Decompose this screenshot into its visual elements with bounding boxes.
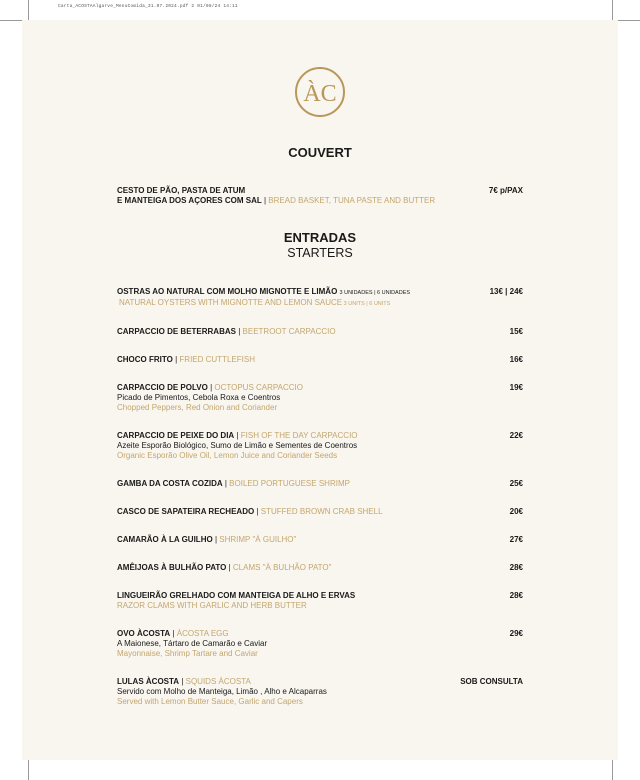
item-description: Servido com Molho de Manteiga, Limão , Alho e Alcaparras: [117, 687, 327, 696]
item-name: CARPACCIO DE BETERRABAS: [117, 327, 236, 336]
item-description-english: Served with Lemon Butter Sauce, Garlic and Capers: [117, 697, 303, 706]
acosta-logo: [294, 66, 346, 118]
item-english: RAZOR CLAMS WITH GARLIC AND HERB BUTTER: [117, 601, 307, 610]
starters-subtitle: STARTERS: [287, 246, 353, 260]
item-name: CARPACCIO DE POLVO: [117, 383, 208, 392]
separator: |: [210, 383, 213, 392]
print-header: Carta_ACOSTAAlgarve_MenuComida_31.07.2024.pdf 2 01/08/24 14:11: [58, 4, 238, 9]
item-description-english: Organic Esporão Olive Oil, Lemon Juice and Coriander Seeds: [117, 451, 338, 460]
item-name: E MANTEIGA DOS AÇORES COM SAL: [117, 196, 262, 205]
crop-mark: [612, 0, 613, 20]
item-english: ÀCOSTA EGG: [176, 629, 229, 638]
menu-item: [117, 535, 523, 545]
separator: |: [214, 535, 218, 544]
couvert-title: COUVERT: [288, 145, 352, 160]
item-english: BEETROOT CARPACCIO: [242, 327, 336, 336]
starters-title: [0, 230, 640, 260]
menu-item: [117, 677, 523, 707]
item-price: 28€: [509, 591, 523, 600]
item-description-english: Chopped Peppers, Red Onion and Coriander: [117, 403, 278, 412]
menu-item: [117, 431, 523, 461]
item-description: Azeite Esporão Biológico, Sumo de Limão e Sementes de Coentros: [117, 441, 358, 450]
item-price: SOB CONSULTA: [460, 677, 523, 686]
item-price: 7€ p/PAX: [488, 186, 523, 195]
svg-text:ÀC: ÀC: [303, 81, 337, 107]
item-english: BOILED PORTUGUESE SHRIMP: [229, 479, 350, 488]
separator: |: [224, 479, 227, 488]
item-name: LINGUEIRÃO GRELHADO COM MANTEIGA DE ALHO E ERVAS: [117, 591, 356, 600]
couvert-item: [117, 186, 523, 206]
crop-mark: [28, 760, 29, 780]
starters-list: [117, 287, 523, 725]
item-price: 25€: [509, 479, 523, 488]
item-price: 28€: [509, 563, 523, 572]
crop-mark: [28, 0, 29, 20]
item-price: 29€: [509, 629, 523, 638]
item-name: AMÊIJOAS À BULHÃO PATO: [117, 563, 227, 572]
item-units: 3 UNIDADES | 6 UNIDADES: [339, 290, 411, 296]
item-price: 13€ | 24€: [489, 287, 523, 296]
item-english: STUFFED BROWN CRAB SHELL: [260, 507, 383, 516]
item-english-units: 3 UNITS | 6 UNITS: [342, 301, 391, 307]
separator: |: [172, 629, 175, 638]
crop-mark: [0, 20, 22, 21]
item-price: 22€: [509, 431, 523, 440]
item-name: CESTO DE PÃO, PASTA DE ATUM: [117, 186, 246, 195]
item-description: Picado de Pimentos, Cebola Roxa e Coentros: [117, 393, 281, 402]
separator: |: [175, 355, 178, 364]
separator: |: [236, 431, 239, 440]
menu-item: [117, 383, 523, 413]
item-english: OCTOPUS CARPACCIO: [214, 383, 303, 392]
starters-title-pt: ENTRADAS: [283, 230, 357, 245]
menu-item: [117, 507, 523, 517]
item-name: GAMBA DA COSTA COZIDA: [117, 479, 223, 488]
separator: |: [263, 196, 267, 205]
menu-item: [117, 563, 523, 573]
item-name: OSTRAS AO NATURAL COM MOLHO MIGNOTTE E LIMÃO: [117, 287, 338, 296]
item-english-line: [117, 298, 523, 309]
separator: |: [256, 507, 259, 516]
item-description: A Maionese, Tártaro de Camarão e Caviar: [117, 639, 268, 648]
menu-item: [117, 629, 523, 659]
item-english: CLAMS "À BULHÃO PATO": [232, 563, 332, 572]
item-name: CAMARÃO À LA GUILHO: [117, 535, 213, 544]
separator: |: [181, 677, 184, 686]
separator: |: [228, 563, 231, 572]
item-english: FRIED CUTTLEFISH: [179, 355, 255, 364]
item-price: 16€: [509, 355, 523, 364]
item-price: 15€: [509, 327, 523, 336]
separator: |: [238, 327, 241, 336]
crop-mark: [618, 20, 640, 21]
menu-item: [117, 327, 523, 337]
item-name: LULAS ÀCOSTA: [117, 677, 180, 686]
item-english: NATURAL OYSTERS WITH MIGNOTTE AND LEMON SAUCE: [119, 298, 343, 307]
item-name: OVO ÀCOSTA: [117, 629, 171, 638]
item-description-english: Mayonnaise, Shrimp Tartare and Caviar: [117, 649, 258, 658]
item-english: SHRIMP "À GUILHO": [219, 535, 297, 544]
item-price: 19€: [509, 383, 523, 392]
menu-item: [117, 591, 523, 611]
menu-item: [117, 287, 523, 309]
crop-mark: [612, 760, 613, 780]
menu-item: [117, 355, 523, 365]
item-name: CARPACCIO DE PEIXE DO DIA: [117, 431, 235, 440]
item-price: 20€: [509, 507, 523, 516]
item-english: BREAD BASKET, TUNA PASTE AND BUTTER: [268, 196, 436, 205]
item-name: CASCO DE SAPATEIRA RECHEADO: [117, 507, 255, 516]
menu-item: [117, 479, 523, 489]
item-english: SQUIDS ÀCOSTA: [185, 677, 251, 686]
item-price: 27€: [509, 535, 523, 544]
item-name: CHOCO FRITO: [117, 355, 173, 364]
item-english: FISH OF THE DAY CARPACCIO: [240, 431, 358, 440]
